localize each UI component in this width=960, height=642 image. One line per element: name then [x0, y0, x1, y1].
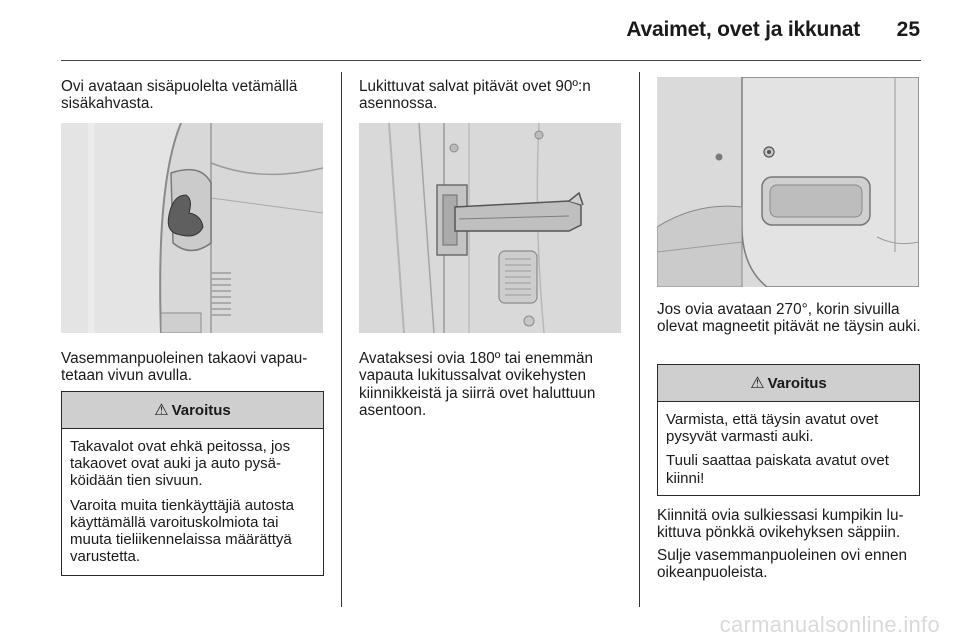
col1-intro-text: Ovi avataan sisäpuolelta vetämällä sisäkahvasta. [61, 78, 298, 113]
warning-icon: ⚠ [750, 375, 765, 392]
col1-warning-box [61, 391, 324, 576]
column-divider-2 [639, 72, 640, 607]
door-check-strap-drawing [359, 123, 621, 333]
col1-warning-paragraph-2: Varoita muita tienkäyttäjiä autosta käyttämällä varoituskolmiota tai muuta tieliikennelaissa määrättyä varustetta. [70, 496, 295, 566]
door-magnet-drawing [657, 77, 919, 287]
col3-warning-paragraph-1: Varmista, että täysin avatut ovet pysyvät varmasti auki. [666, 411, 879, 446]
col1-warning-title: Varoitus [171, 401, 231, 419]
col3-warning-title: Varoitus [767, 374, 827, 392]
col3-magnet-text: Jos ovia avataan 270°, korin sivuilla olevat magneetit pitävät ne täysin auki. [657, 301, 921, 336]
page-number: 25 [896, 18, 920, 41]
col3-warning-paragraph-2: Tuuli saattaa paiskata avatut ovet kiinni! [666, 452, 889, 487]
col1-warning-paragraph-1: Takavalot ovat ehkä peitossa, jos takaovet ovat auki ja auto pysä-köidään tien sivuun. [70, 438, 291, 490]
col3-closing-text-2: Sulje vasemmanpuoleinen ovi ennen oikeanpuoleista. [657, 547, 908, 582]
col2-intro-text: Lukittuvat salvat pitävät ovet 90º:n asennossa. [359, 78, 591, 113]
door-check-strap-illustration [359, 123, 621, 333]
inner-door-handle-illustration [61, 123, 323, 333]
col3-warning-body [658, 402, 919, 500]
col1-warning-header [62, 392, 323, 429]
col1-warning-body [62, 429, 323, 578]
inner-door-handle-drawing [61, 123, 323, 333]
column-divider-1 [341, 72, 342, 607]
col2-release-text: Avataksesi ovia 180º tai enemmän vapauta lukitussalvat ovikehysten kiinnikkeistä ja siirrä ovet haluttuun asentoon. [359, 350, 596, 420]
col1-lever-text: Vasemmanpuoleinen takaovi vapau-tetaan vivun avulla. [61, 350, 308, 385]
col3-warning-header [658, 365, 919, 402]
watermark: carmanualsonline.info [719, 612, 940, 637]
col3-closing-text-1: Kiinnitä ovia sulkiessasi kumpikin lu-kittuva pönkkä ovikehyksen säppiin. [657, 507, 904, 542]
header-rule [61, 60, 921, 61]
col3-warning-box [657, 364, 920, 496]
warning-icon: ⚠ [154, 402, 169, 419]
page-title: Avaimet, ovet ja ikkunat [626, 18, 860, 41]
door-magnet-illustration [657, 77, 919, 287]
